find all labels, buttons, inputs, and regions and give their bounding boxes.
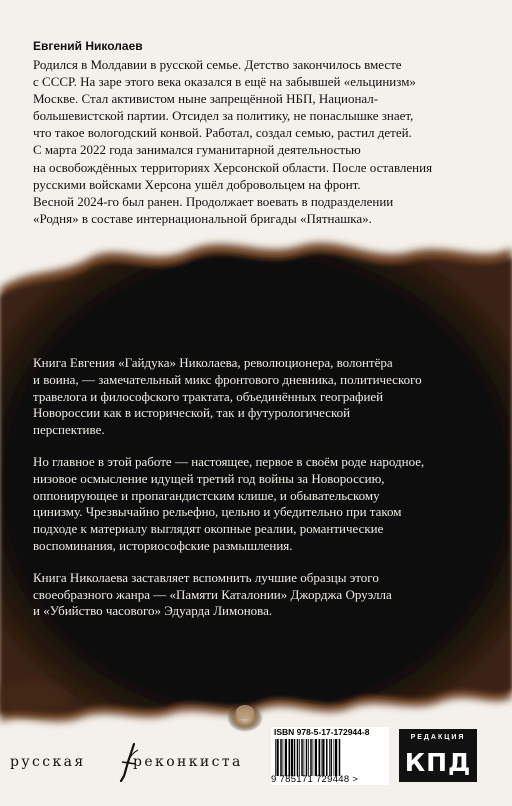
publisher-logo-text: КПД — [404, 748, 472, 777]
book-description — [33, 355, 488, 635]
barcode-bar — [322, 739, 324, 776]
barcode-bar — [283, 739, 284, 776]
barcode-bar — [304, 739, 305, 776]
barcode-bar — [294, 739, 296, 776]
publisher-label: РЕДАКЦИЯ — [410, 734, 466, 741]
description-line: оппонирующее и пропагандистским клише, и обывательскому — [33, 487, 380, 503]
bio-line: Родился в Молдавии в русской семье. Детство закончилось вместе — [33, 57, 402, 72]
bio-line: большевистской партии. Отсидел за политику, не понаслышке знает, — [33, 108, 414, 124]
barcode-bar — [319, 739, 321, 776]
bio-line: «Родня» в составе интернациональной бригады «Пятнашка». — [33, 210, 372, 226]
barcode-bar — [331, 739, 333, 776]
bio-line: с СССР. На заре этого века оказался в ещё на забывшей «ельцинизм» — [33, 74, 416, 90]
description-line: перспективе. — [33, 422, 105, 438]
bio-line: русскими войсками Херсона ушёл добровольцем на фронт. — [33, 176, 361, 192]
bio-line: Весной 2024-го был ранен. Продолжает воевать в подразделении — [33, 193, 394, 209]
author-name: Евгений Николаев — [33, 39, 143, 53]
barcode-bar — [310, 739, 312, 776]
description-line: цинизму. Чрезвычайно рельефно, цельно и убедительно при таком — [33, 504, 402, 520]
barcode-bar — [285, 739, 287, 776]
barcode-bar — [315, 739, 317, 776]
description-paragraph — [33, 355, 488, 439]
bio-line: что такое вологодский конвой. Работал, создал семью, растил детей. — [33, 125, 412, 141]
description-paragraph — [33, 454, 488, 555]
isbn-digits: 9 785171 729448 > — [271, 774, 359, 785]
description-line: Новороссии как в исторической, так и футурологической — [33, 405, 351, 421]
barcode-bar — [299, 739, 300, 776]
barcode-bar — [339, 739, 341, 776]
description-line: Книга Евгения «Гайдука» Николаева, революционера, волонтёра — [33, 355, 393, 370]
description-line: воспоминания, историософские размышления. — [33, 537, 293, 553]
barcode-bar — [306, 739, 308, 776]
barcode-bar — [301, 739, 303, 776]
series-word-left: русская — [10, 754, 86, 770]
barcode-bar — [289, 739, 291, 776]
publisher-wordmark — [403, 745, 473, 777]
barcode-bar — [277, 739, 279, 776]
barcode-bar — [291, 739, 293, 776]
barcode-bar — [321, 739, 322, 776]
series-word-right: реконкиста — [133, 754, 243, 770]
description-line: низовое осмысление идущей третий год войны за Новороссию, — [33, 470, 385, 486]
barcode-bar — [280, 739, 282, 776]
description-line: Книга Николаева заставляет вспомнить лучшие образцы этого — [33, 569, 379, 585]
barcode-bar — [326, 739, 328, 776]
barcode-bar — [297, 739, 299, 776]
barcode-bar — [334, 739, 335, 776]
series-logo — [8, 742, 253, 782]
barcode-bar — [313, 739, 314, 776]
bio-line: на освобождённых территориях Херсонской области. После оставления — [33, 159, 433, 175]
publisher-logo — [399, 729, 477, 782]
barcode-bars — [274, 739, 386, 776]
description-line: Но главное в этой работе — настоящее, первое в своём роде народное, — [33, 453, 425, 469]
description-paragraph — [33, 570, 488, 620]
barcode-bar — [335, 739, 337, 776]
description-line: и воина, — замечательный микс фронтового дневника, политического — [33, 371, 422, 387]
description-line: своеобразного жанра — «Памяти Каталонии» Джорджа Оруэлла — [33, 586, 392, 602]
barcode-bar — [329, 739, 330, 776]
isbn-label: ISBN 978-5-17-172944-8 — [274, 727, 370, 737]
barcode-bar — [308, 739, 309, 776]
isbn-barcode — [271, 727, 389, 785]
bio-line: Москве. Стал активистом ныне запрещённой НБП, Национал- — [33, 91, 379, 107]
author-bio-section — [33, 38, 483, 227]
description-line: травелога и философского трактата, объединённых географией — [33, 388, 384, 404]
description-line: подходе к материалу выглядят окопные реалии, романтические — [33, 521, 384, 537]
barcode-bar — [275, 739, 276, 776]
bio-line: С марта 2022 года занимался гуманитарной деятельностью — [33, 142, 361, 158]
description-line: и «Убийство часового» Эдуарда Лимонова. — [33, 603, 273, 619]
